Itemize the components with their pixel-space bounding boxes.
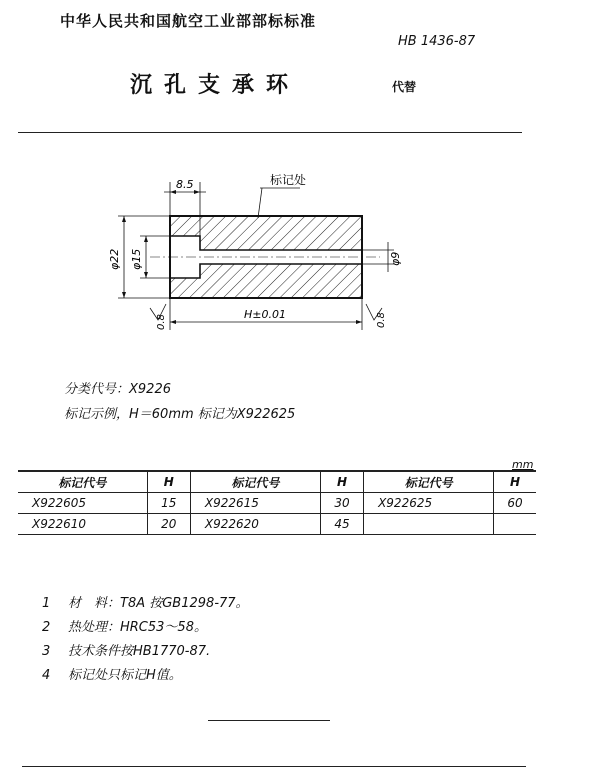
requirement-number: 3 — [42, 644, 51, 659]
table-cell: 30 — [320, 493, 363, 514]
part-section — [150, 216, 380, 298]
page-title: 沉孔支承环 — [130, 73, 301, 98]
table-cell: X922625 — [364, 493, 494, 514]
table-cell — [364, 514, 494, 535]
requirement-text: 热处理：HRC53～58。 — [68, 620, 207, 635]
table-header-row — [18, 471, 536, 493]
footer-rule — [22, 766, 526, 767]
table-cell: X922610 — [18, 514, 147, 535]
specification-table — [18, 470, 536, 535]
table-row — [18, 514, 536, 535]
dim-length: H±0.01 — [244, 308, 286, 321]
table-cell — [494, 514, 536, 535]
mark-location-label: 标记处 — [270, 173, 307, 187]
header-mark-code-3: 标记代号 — [364, 471, 494, 493]
dim-inner-dia: φ9 — [389, 251, 402, 266]
dim-counterbore-dia: φ15 — [130, 248, 143, 270]
requirement-number: 1 — [42, 596, 51, 611]
requirement-text: 技术条件按HB1770-87. — [68, 644, 211, 659]
header-h-3: H — [494, 471, 536, 493]
surface-roughness-right: 0.8 — [376, 312, 387, 328]
header-h-1: H — [147, 471, 190, 493]
table-cell: 60 — [494, 493, 536, 514]
classification-code: 分类代号：X9226 — [64, 382, 171, 397]
table-cell: X922605 — [18, 493, 147, 514]
replaces-label: 代替 — [392, 80, 417, 94]
header-mark-code-2: 标记代号 — [190, 471, 320, 493]
requirement-number: 2 — [42, 620, 51, 635]
part-drawing — [0, 170, 600, 340]
header-rule — [18, 132, 522, 133]
header-h-2: H — [320, 471, 363, 493]
table-cell: 15 — [147, 493, 190, 514]
requirement-item — [42, 640, 210, 659]
table-cell: 45 — [320, 514, 363, 535]
table-units: mm — [512, 458, 534, 471]
dim-outer-dia: φ22 — [108, 248, 121, 270]
table-cell: 20 — [147, 514, 190, 535]
standard-code: HB 1436-87 — [398, 34, 476, 49]
surface-roughness-left: 0.8 — [156, 314, 167, 330]
requirement-number: 4 — [42, 668, 51, 683]
requirement-text: 材 料：T8A 按GB1298-77。 — [68, 596, 249, 611]
table-cell: X922615 — [190, 493, 320, 514]
marking-example: 标记示例，H＝60mm 标记为X922625 — [64, 407, 296, 422]
requirement-item — [42, 616, 207, 635]
standard-organization: 中华人民共和国航空工业部部标标准 — [60, 12, 317, 30]
dim-counterbore-depth: 8.5 — [176, 178, 194, 191]
end-rule — [208, 720, 330, 721]
header-mark-code-1: 标记代号 — [18, 471, 147, 493]
table-cell: X922620 — [190, 514, 320, 535]
requirement-item — [42, 592, 249, 611]
requirement-item — [42, 664, 182, 683]
requirement-text: 标记处只标记H值。 — [68, 668, 182, 683]
table-row — [18, 493, 536, 514]
